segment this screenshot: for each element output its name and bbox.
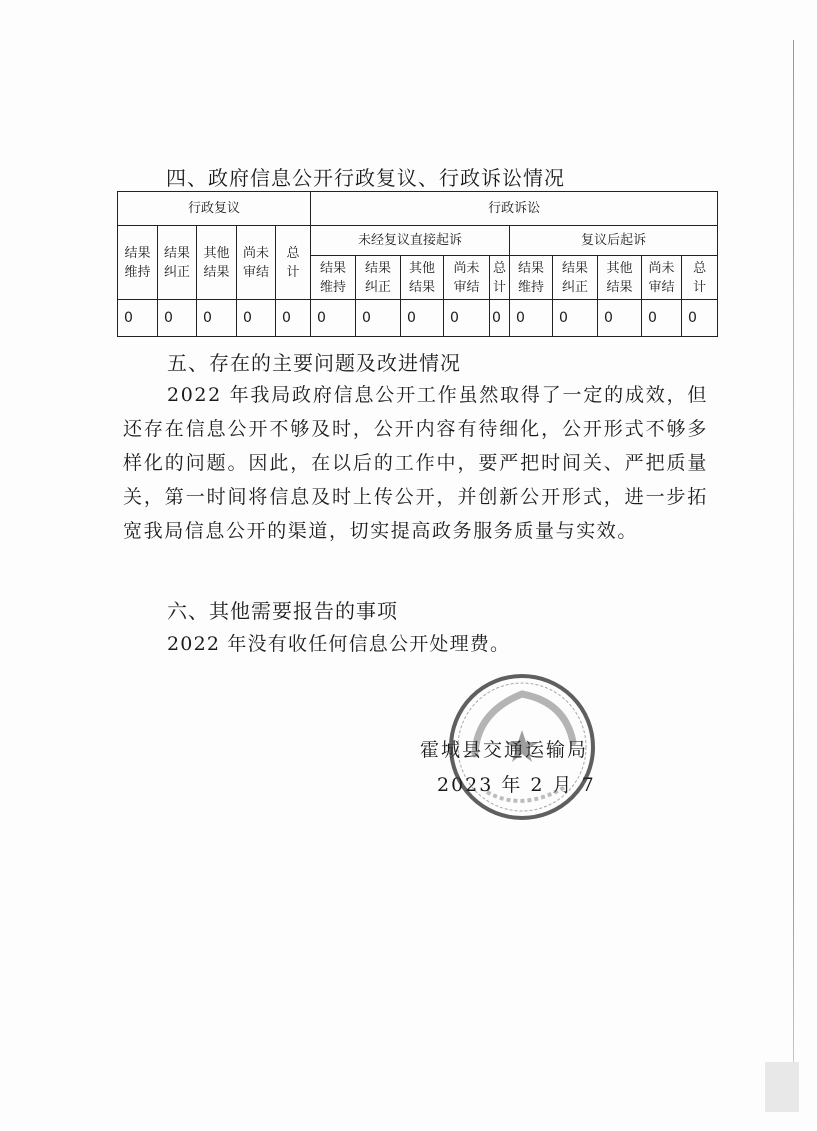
group-header-litigation: 行政诉讼 [311,192,718,226]
scan-edge-line [793,40,794,1090]
group-header-review: 行政复议 [118,192,311,226]
col-header-direct-other: 其他结果 [401,256,444,300]
review-litigation-table [117,191,718,337]
sub-header-suit-after-review: 复议后起诉 [510,226,718,256]
section-5-body: 2022 年我局政府信息公开工作虽然取得了一定的成效，但还存在信息公开不够及时，公开内容有待细化，公开形式不够多样化的问题。因此，在以后的工作中，要严把时间关、严把质量关，第一时间将信息及时上传公开，并创新公开形式，进一步拓宽我局信息公开的渠道，切实提高政务服务质量与实效。 [123,384,708,542]
table-cell: 0 [197,300,237,337]
table-cell: 0 [158,300,197,337]
col-header-review-other: 其他结果 [197,226,237,300]
table-cell: 0 [237,300,276,337]
table-cell: 0 [118,300,158,337]
table-cell: 0 [311,300,356,337]
official-seal-icon [447,672,597,822]
signature-organization: 霍城县交通运输局 [420,739,589,761]
table-cell: 0 [642,300,682,337]
table-cell: 0 [356,300,401,337]
col-header-direct-pending: 尚未审结 [444,256,490,300]
col-header-review-correct: 结果纠正 [158,226,197,300]
col-header-direct-maintain: 结果维持 [311,256,356,300]
col-header-review-pending: 尚未审结 [237,226,276,300]
section-6-body: 2022 年没有收任何信息公开处理费。 [167,633,511,655]
col-header-review-maintain: 结果维持 [118,226,158,300]
table-cell: 0 [553,300,598,337]
table-cell: 0 [598,300,642,337]
table-cell: 0 [682,300,718,337]
col-header-after-correct: 结果纠正 [553,256,598,300]
sub-header-direct-suit: 未经复议直接起诉 [311,226,510,256]
section-5-title: 五、存在的主要问题及改进情况 [167,351,461,375]
col-header-after-other: 其他结果 [598,256,642,300]
table-cell: 0 [490,300,510,337]
col-header-after-total: 总计 [682,256,718,300]
col-header-after-maintain: 结果维持 [510,256,553,300]
col-header-direct-total: 总计 [490,256,510,300]
signature-date: 2023 年 2 月 7 [437,774,596,796]
col-header-after-pending: 尚未审结 [642,256,682,300]
col-header-review-total: 总计 [276,226,311,300]
table-cell: 0 [510,300,553,337]
table-cell: 0 [401,300,444,337]
col-header-direct-correct: 结果纠正 [356,256,401,300]
table-cell: 0 [444,300,490,337]
section-6-title: 六、其他需要报告的事项 [167,599,398,623]
scan-corner-mark [765,1062,799,1112]
table-cell: 0 [276,300,311,337]
section-4-title: 四、政府信息公开行政复议、行政诉讼情况 [166,166,565,190]
